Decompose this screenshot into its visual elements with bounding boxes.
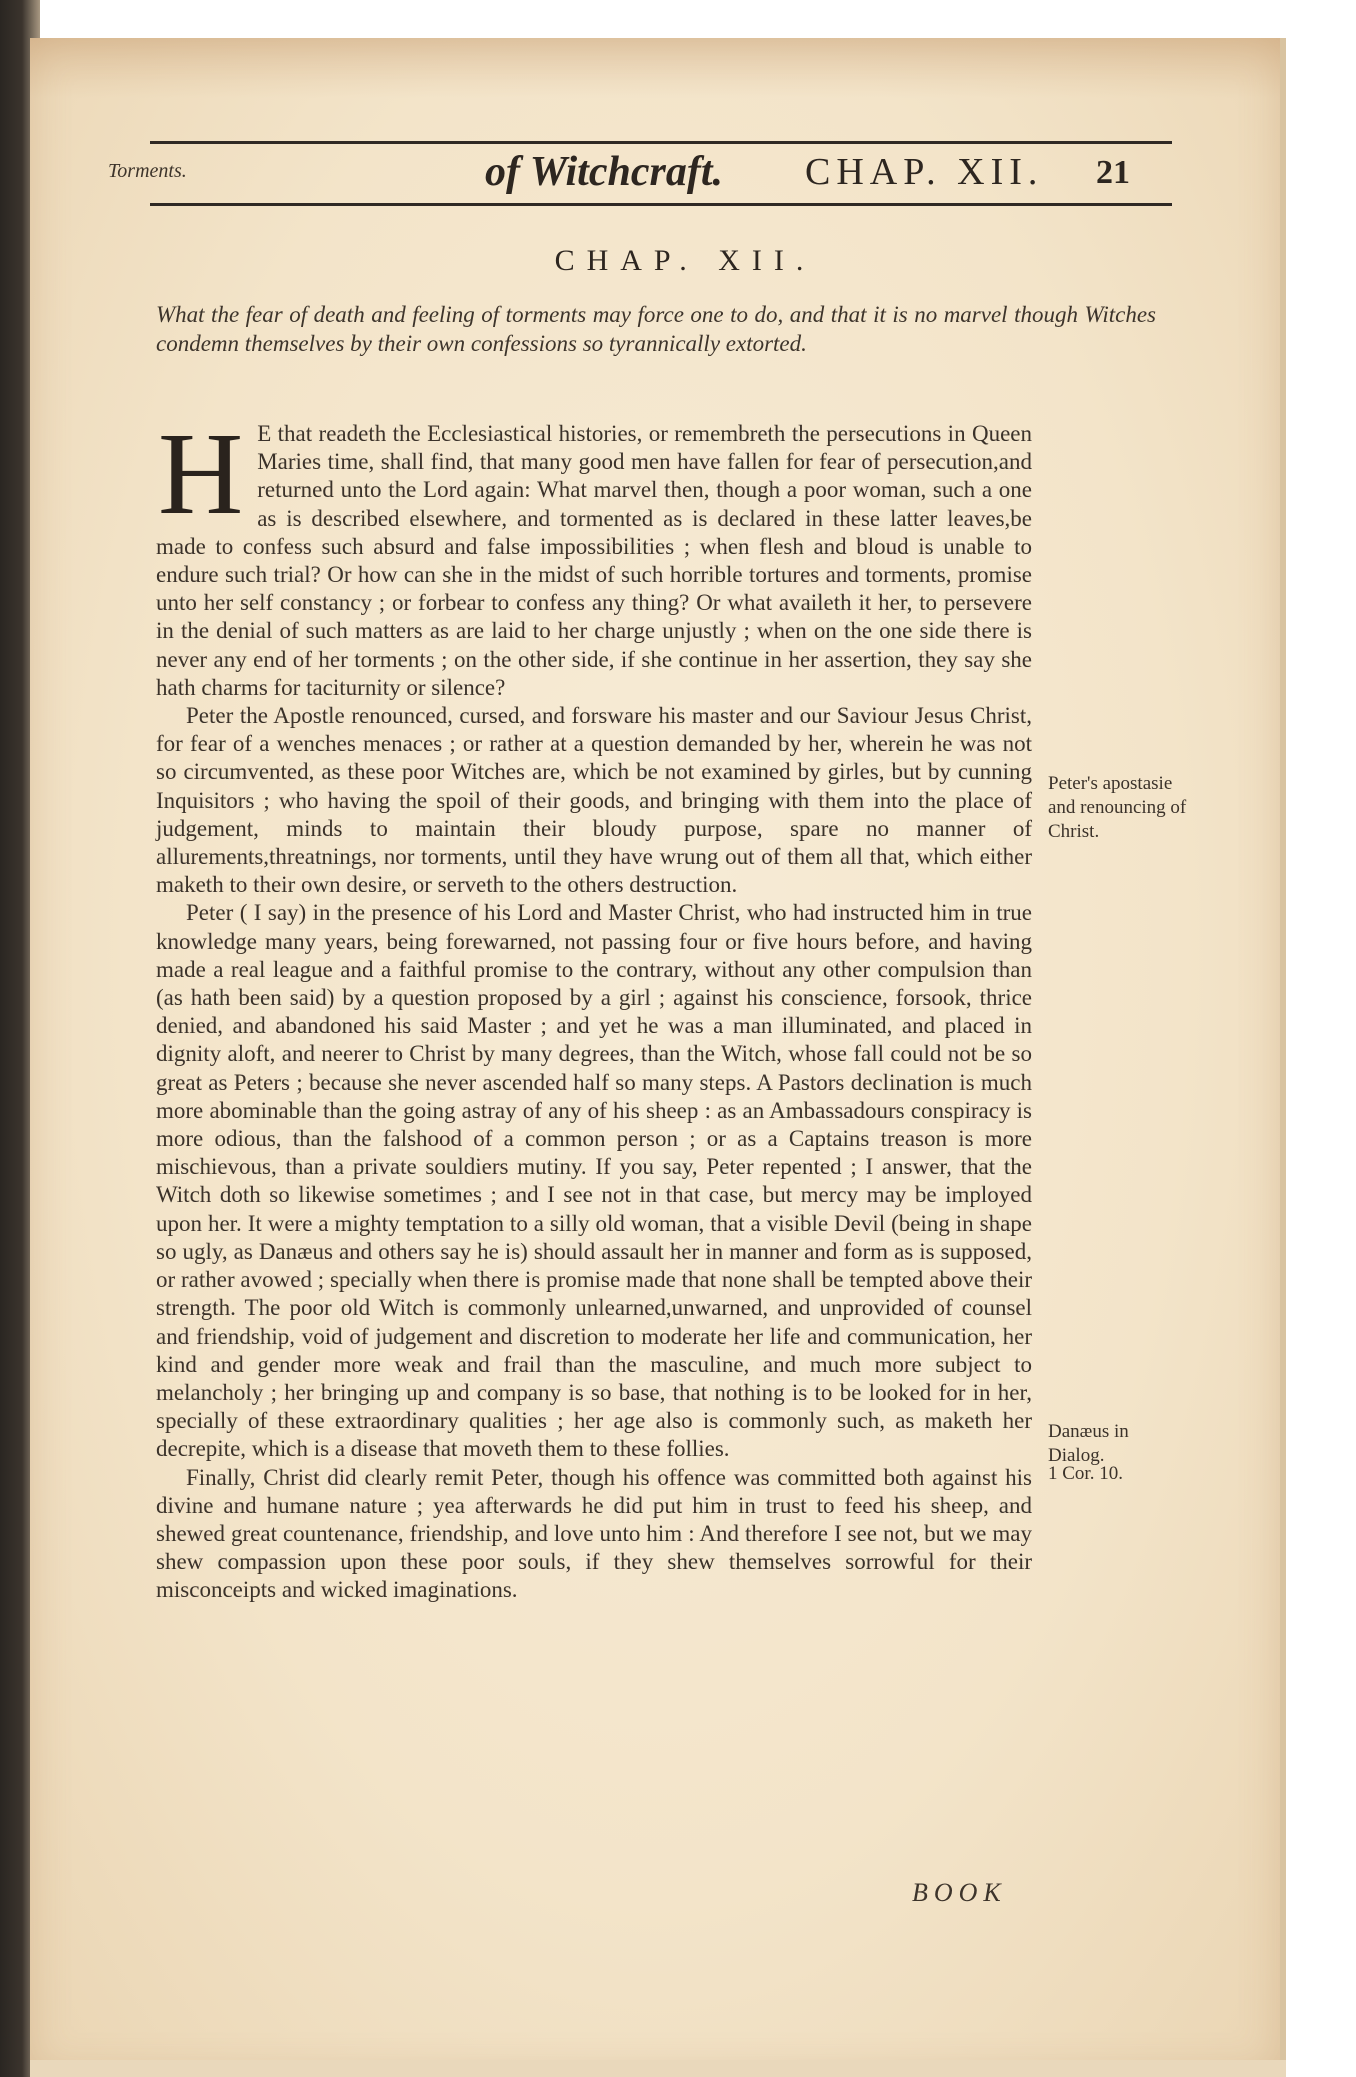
body-text	[156, 408, 1032, 1605]
paragraph-1-text: E that readeth the Ecclesiastical histories, or remembreth the persecutions in Queen Maries time, shall find, that many good men have fallen for fear of persecution,and returned unto the Lord again: What marvel then, though a poor woman, such a one as is described elsewhere, and tormented as is declared in these latter leaves,be made to confess such absurd and false impossibilities ; when flesh and bloud is unable to endure such trial? Or how can she in the midst of such horrible tortures and torments, promise unto her self constancy ; or forbear to confess any thing? Or what availeth it her, to persevere in the denial of such matters as are laid to her charge unjustly ; when on the one side there is never any end of her torments ; on the other side, if she continue in her assertion, they say she hath charms for taciturnity or silence?	[156, 421, 1032, 700]
margin-note-corinthians: 1 Cor. 10.	[1048, 1463, 1123, 1484]
running-chapter-label: CHAP. XII.	[805, 151, 1044, 193]
paragraph-2: Peter the Apostle renounced, cursed, and forsware his master and our Saviour Jesus Christ, for fear of a wenches menaces ; or rather at a question demanded by her, wherein he was not so circumvented, as these poor Witches are, which be not examined by girles, but by cunning Inquisitors ; who having the spoil of their goods, and bringing with them into the place of judgement, minds to maintain their bloudy purpose, spare no manner of allurements,threatnings, nor torments, until they have wrung out of them all that, which either maketh to their own desire, or serveth to the others destruction.	[156, 703, 1032, 898]
page-edge	[1280, 38, 1286, 2074]
margin-note-peter: Peter's apostasie and renouncing of Christ.	[1048, 773, 1187, 842]
chapter-title: CHAP. XII.	[554, 244, 816, 277]
catchword: BOOK	[912, 1878, 1007, 1907]
paragraph-3: Peter ( I say) in the presence of his Lord and Master Christ, who had instructed him in true knowledge many years, being forewarned, not passing four or five hours before, and having made a real league and a faithful promise to the contrary, without any other compulsion than (as hath been said) by a question proposed by a girl ; against his conscience, forsook, thrice denied, and abandoned his said Master ; and yet he was a man illuminated, and placed in dignity aloft, and neerer to Christ by many degrees, than the Witch, whose fall could not be so great as Peters ; because she never ascended half so many steps. A Pastors declination is much more abominable than the going astray of any of his sheep : as an Ambassadours conspiracy is more odious, than the falshood of a common person ; or as a Captains treason is more mischievous, than a private souldiers mutiny. If you say, Peter repented ; I answer, that the Witch doth so likewise sometimes ; and I see not in that case, but mercy may be imployed upon her. It were a mighty temptation to a silly old woman, that a visible Devil (being in shape so ugly, as Danæus and others say he is) should assault her in manner and form as is supposed, or rather avowed ; specially when there is promise made that none shall be tempted above their strength. The poor old Witch is commonly unlearned,unwarned, and unprovided of counsel and friendship, void of judgement and discretion to moderate her life and communication, her kind and gender more weak and frail than the masculine, and much more subject to melancholy ; her bringing up and company is so base, that nothing is to be looked for in her, specially of these extraordinary qualities ; her age also is commonly such, as maketh her decrepite, which is a disease that moveth them to these follies.	[156, 900, 1032, 1462]
page-stain	[30, 38, 1280, 98]
header-rule-bottom	[150, 203, 1172, 206]
running-title: of Witchcraft.	[485, 149, 723, 195]
page-number: 21	[1096, 154, 1130, 191]
header-rule-top	[150, 141, 1172, 144]
drop-capital: H	[158, 408, 244, 539]
page-edge-bottom	[30, 2060, 1286, 2077]
paragraph-1	[156, 408, 1032, 702]
running-head-left: Torments.	[108, 160, 187, 182]
chapter-summary: What the fear of death and feeling of torments may force one to do, and that it is no marvel though Witches condemn themselves by their own confessions so tyrannically extorted.	[156, 302, 1156, 356]
margin-note-danaeus: Danæus in Dialog.	[1048, 1421, 1129, 1466]
paragraph-4: Finally, Christ did clearly remit Peter, though his offence was committed both against his divine and humane nature ; yea afterwards he did put him in trust to feed his sheep, and shewed great countenance, friendship, and love unto him : And therefore I see not, but we may shew compassion upon these poor souls, if they shew themselves sorrowful for their misconceipts and wicked imaginations.	[156, 1464, 1032, 1603]
